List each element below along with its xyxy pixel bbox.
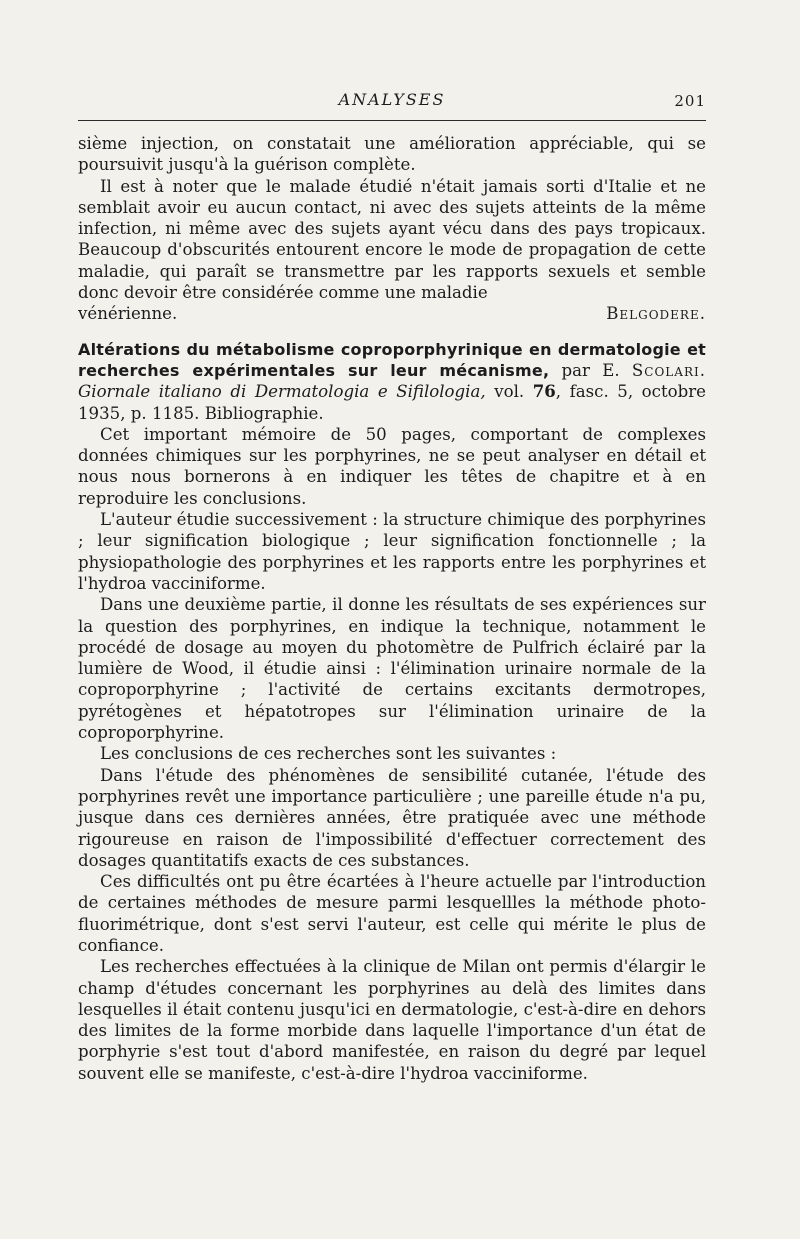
prev-paragraph-2-last: vénérienne. [78,304,178,324]
running-head [78,90,706,118]
prev-paragraph-2 [78,176,706,304]
page-number: 201 [674,92,706,110]
prev-paragraph-2-text: Il est à noter que le malade étudié n'était jamais sorti d'Italie et ne semblait avoir eu aucun contact, ni avec des sujets atteints de la même infection, ni même avec des sujets ayant vécu dans des pays tropicaux. Beaucoup d'obscurités entourent encore le mode de propagation de cette maladie, qui paraît se transmettre par les rapports sexuels et semble donc devoir être considérée comme une maladie [78,176,706,303]
article-title: Altérations du métabolisme coproporphyrinique en dermatologie et recherches expérimentales sur leur mécanisme, [78,339,706,380]
article-paragraph-3: Dans une deuxième partie, il donne les résultats de ses expériences sur la question des porphyrines, en indique la technique, notamment le procédé de dosage au moyen du photomètre de Pulfrich éclairé par la lumière de Wood, il étudie ainsi : l'élimination urinaire normale de la coproporphyrine ; l'activité de certains excitants dermotropes, pyrétogènes et hépatotropes sur l'élimination urinaire de la coproporphyrine. [78,595,706,743]
running-title: ANALYSES [338,90,446,109]
article-vol-pre: vol. [485,382,533,402]
article-paragraph-6: Ces difficultés ont pu être écartées à l'heure actuelle par l'introduction de certaines méthodes de mesure parmi lesquellles la méthode photo-fluorimétrique, dont s'est servi l'auteur, est celle qui mérite le plus de confiance. [78,872,706,955]
article-paragraph-1: Cet important mémoire de 50 pages, comportant de complexes données chimiques sur les porphyrines, ne se peut analyser en détail et nous nous bornerons à en indiquer les têtes de chapitre et à en reproduire les conclusions. [78,424,706,508]
article-author: Scolari. [631,360,706,380]
article-reference: , fasc. 5, octobre 1935, p. 1185. Bibliographie. [78,382,706,423]
page-body [78,133,706,1084]
article-volume: 76 [532,381,556,402]
article-by: par E. [549,360,632,380]
article-paragraph-7: Les recherches effectuées à la clinique de Milan ont permis d'élargir le champ d'études concernant les porphyrines au delà des limites dans lesquelles il était contenu jusqu'ici en dermatologie, c'est-à-dire en dehors des limites de la forme morbide dans laquelle l'importance d'un état de porphyrie s'est tout d'abord manifestée, en raison du degré par lequel souvent elle se manifeste, c'est-à-dire l'hydroa vacciniforme. [78,957,706,1083]
article-heading [78,339,706,424]
article-paragraph-4: Les conclusions de ces recherches sont les suivantes : [100,744,557,764]
prev-closing-line [78,303,706,324]
article-paragraph-5: Dans l'étude des phénomènes de sensibilité cutanée, l'étude des porphyrines revêt une importance particulière ; une pareille étude n'a pu, jusque dans ces dernières années, être pratiquée avec une méthode rigoureuse en raison de l'impossibilité d'effectuer correctement des dosages quantitatifs exacts de ces substances. [78,765,706,870]
reviewer-signature: Belgodere. [606,304,706,324]
header-rule [78,120,706,121]
prev-paragraph-1: sième injection, on constatait une amélioration appréciable, qui se poursuivit jusqu'à la guérison complète. [78,134,706,175]
article-paragraph-2: L'auteur étudie successivement : la structure chimique des porphyrines ; leur signification biologique ; leur signification fonctionnelle ; la physiopathologie des porphyrines et les rapports entre les porphyrines et l'hydroa vacciniforme. [78,510,706,593]
article-journal: Giornale italiano di Dermatologia e Sifilologia, [78,382,486,402]
